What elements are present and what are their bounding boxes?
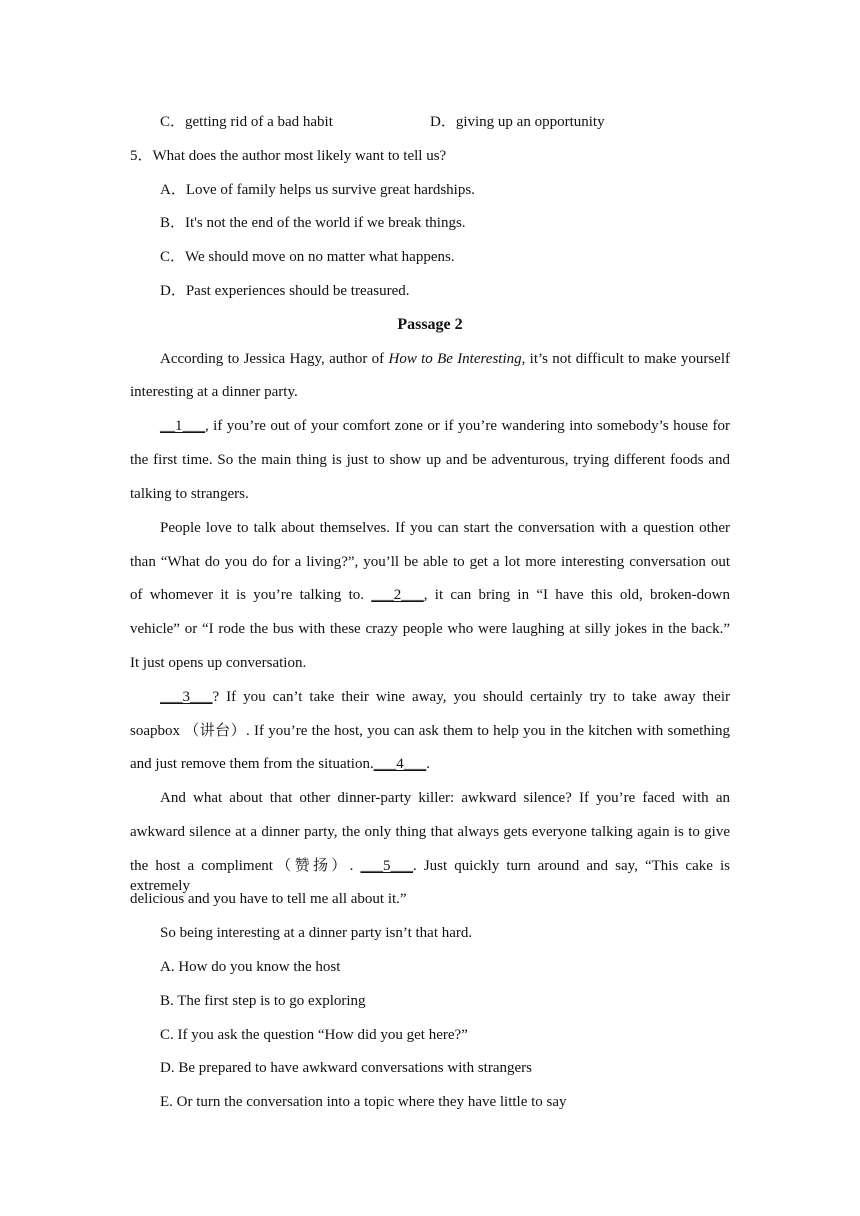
passage-title: Passage 2	[397, 316, 463, 333]
p3-text-3b: , it can bring in “I have this old, broken-down	[423, 587, 730, 603]
p6-line: So being interesting at a dinner party isn’t that hard.	[160, 925, 473, 941]
blank-5: ___5___	[360, 858, 413, 874]
p2-line-2: the first time. So the main thing is just to show up and be adventurous, trying different foods and	[130, 452, 730, 468]
p4-text-3-end: .	[426, 756, 430, 772]
p5-text-3a: the host a compliment（赞扬）.	[130, 858, 361, 874]
blank-2: ___2___	[371, 587, 424, 603]
choice-d: D. Be prepared to have awkward conversations with strangers	[160, 1060, 532, 1076]
q5-stem: 5．What does the author most likely want to tell us?	[130, 148, 447, 164]
p5-line-3	[130, 856, 730, 894]
p5-text-3b: . Just quickly turn around and say, “This cake is extremely	[130, 858, 730, 894]
p3-line-4: vehicle” or “I rode the bus with these crazy people who were laughing at silly jokes in the back.”	[130, 621, 730, 637]
q5-option-b: B．It's not the end of the world if we break things.	[160, 215, 466, 231]
p4-text-1: ? If you can’t take their wine away, you should certainly try to take away their	[212, 689, 730, 705]
choice-a: A. How do you know the host	[160, 959, 341, 975]
p5-line-4: delicious and you have to tell me all about it.”	[130, 891, 407, 907]
blank-4: ___4___	[373, 756, 427, 772]
p2-text-1: , if you’re out of your comfort zone or if you’re wandering into somebody’s house for	[205, 418, 730, 434]
q5-option-c: C．We should move on no matter what happens.	[160, 249, 455, 265]
p4-line-1	[160, 687, 730, 707]
p4-line-3	[130, 754, 730, 774]
choice-e: E. Or turn the conversation into a topic where they have little to say	[160, 1094, 567, 1110]
p1-text-b: , it’s not difficult to make yourself	[521, 351, 730, 367]
p3-line-1: People love to talk about themselves. If you can start the conversation with a question other	[160, 520, 730, 536]
p1-line-1	[160, 349, 730, 369]
blank-1: __1___	[160, 418, 205, 434]
p2-line-1	[160, 416, 730, 436]
q4-option-d-text: D．giving up an opportunity	[430, 114, 605, 130]
q5-option-d: D．Past experiences should be treasured.	[160, 283, 410, 299]
p5-line-2: awkward silence at a dinner party, the only thing that always gets everyone talking again is to give	[130, 824, 730, 840]
p3-line-5: It just opens up conversation.	[130, 655, 307, 671]
p4-text-3: and just remove them from the situation.	[130, 756, 374, 772]
blank-3: ___3___	[160, 689, 213, 705]
book-title: How to Be Interesting	[388, 351, 522, 367]
p1-line-2: interesting at a dinner party.	[130, 384, 298, 400]
p1-text-a: According to Jessica Hagy, author of	[160, 351, 389, 367]
p2-line-3: talking to strangers.	[130, 486, 249, 502]
p4-line-2: soapbox （讲台）. If you’re the host, you can ask them to help you in the kitchen with something	[130, 723, 730, 739]
q5-option-a: A．Love of family helps us survive great hardships.	[160, 182, 475, 198]
p5-line-1: And what about that other dinner-party killer: awkward silence? If you’re faced with an	[160, 790, 730, 806]
q4-option-d	[430, 112, 605, 132]
q4-option-c-text: C．getting rid of a bad habit	[160, 114, 333, 130]
p3-text-3a: of whomever it is you’re talking to.	[130, 587, 372, 603]
p3-line-2: than “What do you do for a living?”, you’ll be able to get a lot more interesting conversation out	[130, 554, 730, 570]
choice-c: C. If you ask the question “How did you get here?”	[160, 1027, 468, 1043]
choice-b: B. The first step is to go exploring	[160, 993, 366, 1009]
p3-line-3	[130, 585, 730, 605]
